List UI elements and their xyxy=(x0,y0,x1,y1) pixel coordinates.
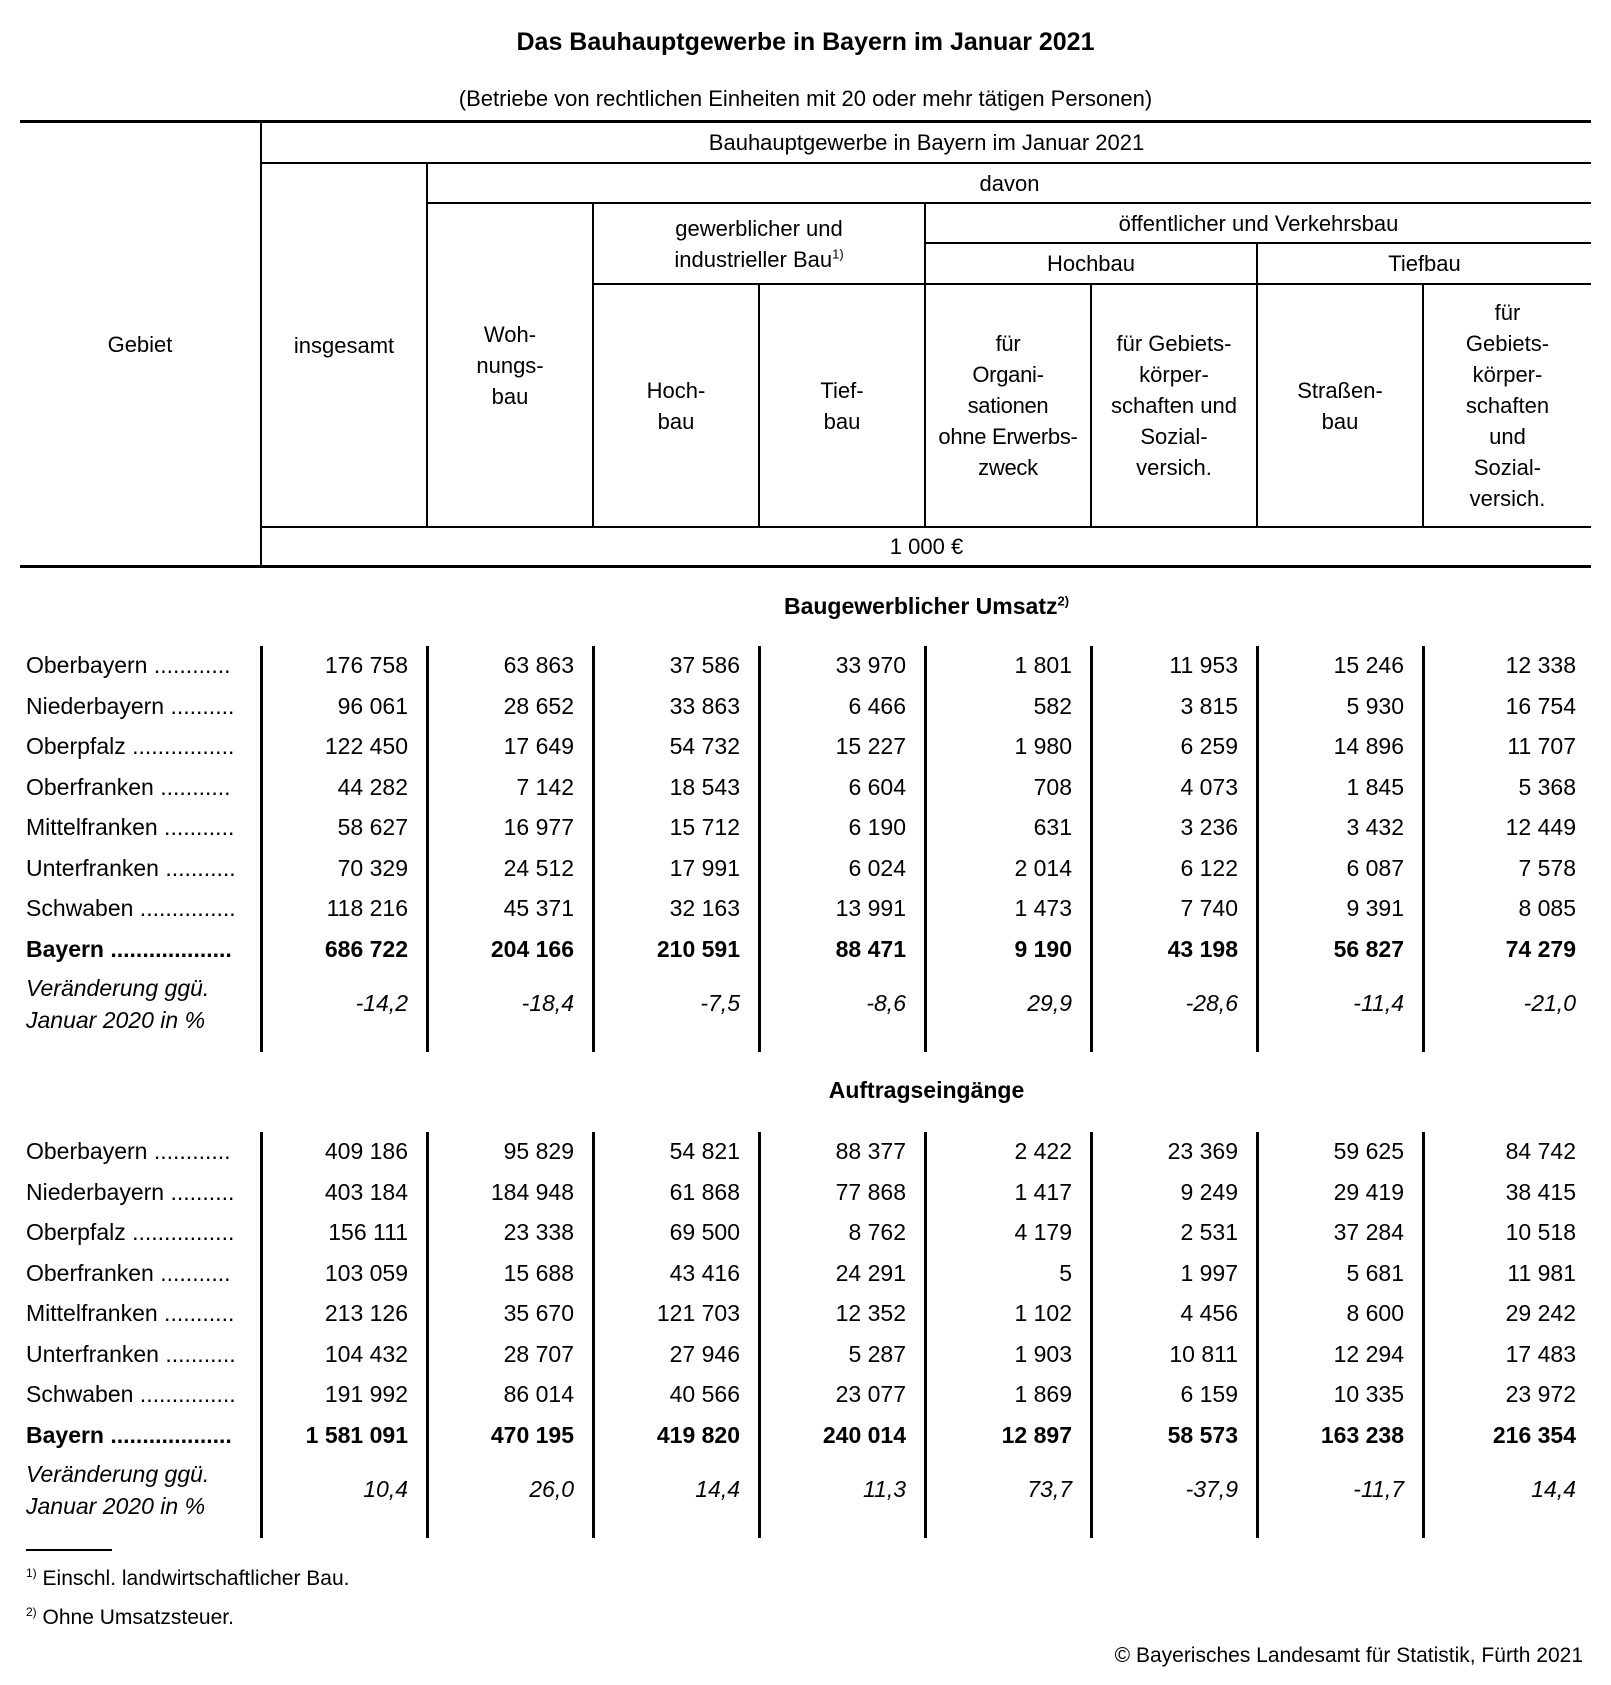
cell-value: 17 483 xyxy=(1505,1340,1576,1367)
cell-value: 403 184 xyxy=(324,1178,408,1205)
cell-value: 582 xyxy=(1033,692,1072,719)
cell-value: 15 688 xyxy=(503,1259,574,1286)
cell-value: 16 754 xyxy=(1505,692,1576,719)
cell-value: 5 368 xyxy=(1518,773,1576,800)
table-row xyxy=(0,646,1611,686)
cell-value: 184 948 xyxy=(490,1178,574,1205)
table-row xyxy=(0,808,1611,848)
cell-value: 8 762 xyxy=(848,1219,906,1245)
table-change-row xyxy=(0,970,1611,1040)
cell-value: 213 126 xyxy=(324,1300,408,1326)
row-label: Schwaben ............... xyxy=(26,1381,236,1407)
cell-value: 6 190 xyxy=(848,814,906,840)
cell-value: 56 827 xyxy=(1333,935,1404,962)
cell-value: 156 111 xyxy=(328,1219,408,1245)
table-row xyxy=(0,1213,1611,1253)
cell-value: 15 246 xyxy=(1333,652,1404,678)
row-label: Bayern ................... xyxy=(26,935,232,962)
cell-value: 9 391 xyxy=(1346,895,1404,921)
cell-value: 96 061 xyxy=(337,692,408,719)
cell-value: 58 627 xyxy=(337,814,408,840)
header-hochbau-group: Hochbau xyxy=(1046,251,1136,276)
cell-value: 17 649 xyxy=(503,733,574,759)
cell-value: 1 102 xyxy=(1014,1300,1072,1326)
cell-value: -14,2 xyxy=(355,990,408,1016)
cell-value: 122 450 xyxy=(324,733,408,759)
cell-value: 4 456 xyxy=(1180,1300,1238,1326)
cell-value: 63 863 xyxy=(503,652,574,678)
page-title: Das Bauhauptgewerbe in Bayern im Januar 2021 xyxy=(516,28,1095,56)
row-label: Niederbayern .......... xyxy=(26,692,235,719)
row-label: Oberpfalz ................ xyxy=(26,1219,235,1245)
cell-value: 23 369 xyxy=(1167,1138,1238,1164)
cell-value: 2 014 xyxy=(1014,854,1072,881)
footnote-rule xyxy=(26,1549,112,1551)
section-title-auftragseingaenge xyxy=(262,1077,1591,1104)
cell-value: 28 652 xyxy=(503,692,574,719)
row-label: Oberfranken ........... xyxy=(26,1259,231,1286)
cell-value: 32 163 xyxy=(669,895,740,921)
cell-value: 16 977 xyxy=(503,814,574,840)
cell-value: 686 722 xyxy=(324,935,408,962)
cell-value: 1 980 xyxy=(1014,733,1072,759)
header-strassenbau: Straßen- bau xyxy=(1297,377,1383,434)
cell-value: 11,3 xyxy=(862,1476,906,1502)
cell-value: 7 142 xyxy=(516,773,574,800)
cell-value: 6 259 xyxy=(1180,733,1238,759)
table-row xyxy=(0,727,1611,767)
row-label: Bayern ................... xyxy=(26,1421,232,1448)
header-top: Bauhauptgewerbe in Bayern im Januar 2021 xyxy=(708,130,1145,155)
cell-value: 6 024 xyxy=(848,854,906,881)
table-row xyxy=(0,1254,1611,1294)
table-row xyxy=(0,768,1611,808)
cell-value: 29 419 xyxy=(1333,1178,1404,1205)
table-row xyxy=(0,849,1611,889)
cell-value: 5 681 xyxy=(1346,1259,1404,1286)
cell-value: 45 371 xyxy=(503,895,574,921)
table-change-row xyxy=(0,1456,1611,1526)
header-gebietskoerperschaften-hoch: für Gebiets- körper- schaften und Sozial- versich. xyxy=(1111,331,1237,480)
row-label: Niederbayern .......... xyxy=(26,1178,235,1205)
cell-value: 29 242 xyxy=(1505,1300,1576,1326)
cell-value: 37 284 xyxy=(1333,1219,1404,1245)
row-label: Mittelfranken ........... xyxy=(26,1300,235,1326)
cell-value: 14,4 xyxy=(695,1476,740,1502)
cell-value: 14,4 xyxy=(1531,1476,1576,1502)
footnote-2 xyxy=(26,1606,234,1630)
section-title-auftragseingaenge-label: Auftragseingänge xyxy=(828,1077,1025,1103)
cell-value: 163 238 xyxy=(1320,1421,1404,1448)
cell-value: 12 449 xyxy=(1505,814,1576,840)
cell-value: 6 087 xyxy=(1346,854,1404,881)
cell-value: 11 981 xyxy=(1507,1259,1576,1286)
cell-value: 470 195 xyxy=(490,1421,574,1448)
header-gewerblich-label: gewerblicher und industrieller Bau xyxy=(674,215,843,272)
cell-value: 15 227 xyxy=(835,733,906,759)
cell-value: 14 896 xyxy=(1333,733,1404,759)
cell-value: 121 703 xyxy=(656,1300,740,1326)
cell-value: 409 186 xyxy=(324,1138,408,1164)
header-insgesamt: insgesamt xyxy=(293,332,395,358)
cell-value: 74 279 xyxy=(1505,935,1576,962)
cell-value: 3 815 xyxy=(1180,692,1238,719)
cell-value: 23 338 xyxy=(503,1219,574,1245)
header-tiefbau-group: Tiefbau xyxy=(1388,251,1461,276)
cell-value: 191 992 xyxy=(324,1381,408,1407)
cell-value: 1 869 xyxy=(1014,1381,1072,1407)
cell-value: 4 179 xyxy=(1014,1219,1072,1245)
table-row xyxy=(0,1173,1611,1213)
section-title-umsatz xyxy=(262,593,1591,620)
cell-value: 35 670 xyxy=(503,1300,574,1326)
cell-value: 210 591 xyxy=(656,935,740,962)
table-row xyxy=(0,1132,1611,1172)
cell-value: 10 335 xyxy=(1333,1381,1404,1407)
cell-value: 61 868 xyxy=(669,1178,740,1205)
cell-value: 176 758 xyxy=(324,652,408,678)
section-umsatz-body xyxy=(0,646,1611,1052)
cell-value: 33 970 xyxy=(835,652,906,678)
cell-value: 631 xyxy=(1033,814,1072,840)
header-davon: davon xyxy=(979,170,1040,196)
cell-value: 18 543 xyxy=(669,773,740,800)
table-total-row xyxy=(0,1416,1611,1456)
header-gebiet: Gebiet xyxy=(107,331,173,357)
cell-value: 7 578 xyxy=(1518,854,1576,881)
cell-value: 54 732 xyxy=(669,733,740,759)
page-subtitle: (Betriebe von rechtlichen Einheiten mit 20 oder mehr tätigen Personen) xyxy=(458,86,1153,111)
cell-value: 12 294 xyxy=(1333,1340,1404,1367)
cell-value: 11 707 xyxy=(1507,733,1576,759)
cell-value: 2 422 xyxy=(1014,1138,1072,1164)
row-label: Schwaben ............... xyxy=(26,895,236,921)
cell-value: 8 085 xyxy=(1518,895,1576,921)
cell-value: 708 xyxy=(1033,773,1072,800)
cell-value: 23 972 xyxy=(1505,1381,1576,1407)
cell-value: 1 845 xyxy=(1346,773,1404,800)
cell-value: 419 820 xyxy=(656,1421,740,1448)
row-label: Unterfranken ........... xyxy=(26,1340,236,1367)
cell-value: 69 500 xyxy=(669,1219,740,1245)
cell-value: 43 416 xyxy=(669,1259,740,1286)
cell-value: 1 473 xyxy=(1014,895,1072,921)
row-label: Mittelfranken ........... xyxy=(26,814,235,840)
cell-value: 28 707 xyxy=(503,1340,574,1367)
cell-value: 6 122 xyxy=(1180,854,1238,881)
header-gewerblich xyxy=(594,204,924,283)
footnote-2-text: Ohne Umsatzsteuer. xyxy=(42,1606,234,1629)
cell-value: 43 198 xyxy=(1167,935,1238,962)
cell-value: 204 166 xyxy=(490,935,574,962)
cell-value: 7 740 xyxy=(1180,895,1238,921)
row-label: Unterfranken ........... xyxy=(26,854,236,881)
header-g-tiefbau: Tief- bau xyxy=(820,377,864,434)
cell-value: 95 829 xyxy=(503,1138,574,1164)
cell-value: 37 586 xyxy=(669,652,740,678)
cell-value: 5 287 xyxy=(848,1340,906,1367)
cell-value: 15 712 xyxy=(669,814,740,840)
cell-value: 6 604 xyxy=(848,773,906,800)
cell-value: 4 073 xyxy=(1180,773,1238,800)
cell-value: 44 282 xyxy=(337,773,408,800)
cell-value: 10,4 xyxy=(363,1476,408,1502)
cell-value: 104 432 xyxy=(324,1340,408,1367)
cell-value: 3 432 xyxy=(1346,814,1404,840)
section-auftragseingaenge-body xyxy=(0,1132,1611,1538)
cell-value: 118 216 xyxy=(326,895,408,921)
cell-value: 17 991 xyxy=(669,854,740,881)
cell-value: -11,7 xyxy=(1353,1476,1404,1502)
table-total-row xyxy=(0,930,1611,970)
cell-value: 9 190 xyxy=(1014,935,1072,962)
cell-value: 88 377 xyxy=(835,1138,906,1164)
table-row xyxy=(0,1294,1611,1334)
cell-value: 8 600 xyxy=(1346,1300,1404,1326)
header-g-hochbau: Hoch- bau xyxy=(646,377,706,434)
cell-value: 33 863 xyxy=(669,692,740,719)
cell-value: 58 573 xyxy=(1167,1421,1238,1448)
cell-value: 11 953 xyxy=(1169,652,1238,678)
cell-value: 1 903 xyxy=(1014,1340,1072,1367)
cell-value: 2 531 xyxy=(1180,1219,1238,1245)
cell-value: 40 566 xyxy=(669,1381,740,1407)
footnote-1 xyxy=(26,1567,350,1591)
footnote-ref-1: 1) xyxy=(832,246,844,262)
cell-value: 12 352 xyxy=(835,1300,906,1326)
cell-value: 3 236 xyxy=(1180,814,1238,840)
cell-value: 5 930 xyxy=(1346,692,1404,719)
cell-value: 10 811 xyxy=(1169,1340,1238,1367)
cell-value: 54 821 xyxy=(669,1138,740,1164)
cell-value: 5 xyxy=(1059,1259,1072,1286)
header-unit: 1 000 € xyxy=(889,534,964,559)
cell-value: 9 249 xyxy=(1180,1178,1238,1205)
cell-value: 12 897 xyxy=(1001,1421,1072,1448)
cell-value: 1 417 xyxy=(1014,1178,1072,1205)
header-gebietskoerperschaften-tief: für Gebiets- körper- schaften und Sozial- versich. xyxy=(1465,300,1550,511)
cell-value: 86 014 xyxy=(503,1381,574,1407)
cell-value: 73,7 xyxy=(1027,1476,1072,1502)
cell-value: 240 014 xyxy=(822,1421,906,1448)
cell-value: -37,9 xyxy=(1185,1476,1238,1502)
cell-value: -7,5 xyxy=(700,990,740,1016)
table-row xyxy=(0,1335,1611,1375)
cell-value: 38 415 xyxy=(1505,1178,1576,1205)
cell-value: 26,0 xyxy=(529,1476,574,1502)
cell-value: 103 059 xyxy=(324,1259,408,1286)
row-label: Veränderung ggü. Januar 2020 in % xyxy=(26,1461,210,1519)
cell-value: 1 997 xyxy=(1180,1259,1238,1286)
cell-value: 27 946 xyxy=(669,1340,740,1367)
table-row xyxy=(0,1375,1611,1415)
cell-value: 13 991 xyxy=(835,895,906,921)
footnote-2-mark: 2) xyxy=(26,1605,37,1619)
footnote-1-mark: 1) xyxy=(26,1566,37,1580)
cell-value: 24 512 xyxy=(503,854,574,881)
footnote-1-text: Einschl. landwirtschaftlicher Bau. xyxy=(42,1567,350,1590)
cell-value: -21,0 xyxy=(1523,990,1576,1016)
cell-value: 1 581 091 xyxy=(305,1421,408,1448)
cell-value: 216 354 xyxy=(1492,1421,1576,1448)
row-label: Oberfranken ........... xyxy=(26,773,231,800)
copyright: © Bayerisches Landesamt für Statistik, Fürth 2021 xyxy=(1114,1644,1583,1667)
cell-value: 6 466 xyxy=(848,692,906,719)
cell-value: 1 801 xyxy=(1014,652,1072,678)
header-organisationen: für Organi- sationen ohne Erwerbs- zweck xyxy=(938,331,1078,480)
cell-value: 84 742 xyxy=(1505,1138,1576,1164)
row-label: Veränderung ggü. Januar 2020 in % xyxy=(26,975,210,1033)
cell-value: 70 329 xyxy=(337,854,408,881)
row-label: Oberbayern ............ xyxy=(26,652,231,678)
cell-value: -28,6 xyxy=(1185,990,1238,1016)
cell-value: -11,4 xyxy=(1353,990,1404,1016)
cell-value: 88 471 xyxy=(835,935,906,962)
row-label: Oberbayern ............ xyxy=(26,1138,231,1164)
header-wohnungsbau: Woh- nungs- bau xyxy=(476,321,544,409)
table-row xyxy=(0,687,1611,727)
cell-value: -8,6 xyxy=(866,990,906,1016)
cell-value: 6 159 xyxy=(1180,1381,1238,1407)
cell-value: 29,9 xyxy=(1027,990,1072,1016)
cell-value: 24 291 xyxy=(835,1259,906,1286)
footnote-ref-2: 2) xyxy=(1057,593,1070,609)
cell-value: 10 518 xyxy=(1505,1219,1576,1245)
cell-value: 59 625 xyxy=(1333,1138,1404,1164)
cell-value: -18,4 xyxy=(521,990,574,1016)
header-oeffentlich: öffentlicher und Verkehrsbau xyxy=(1118,210,1399,236)
row-label: Oberpfalz ................ xyxy=(26,733,235,759)
section-title-umsatz-label: Baugewerblicher Umsatz xyxy=(783,593,1058,619)
cell-value: 23 077 xyxy=(835,1381,906,1407)
table-row xyxy=(0,889,1611,929)
cell-value: 12 338 xyxy=(1505,652,1576,678)
header-bottom-rule xyxy=(20,565,1591,568)
cell-value: 77 868 xyxy=(835,1178,906,1205)
